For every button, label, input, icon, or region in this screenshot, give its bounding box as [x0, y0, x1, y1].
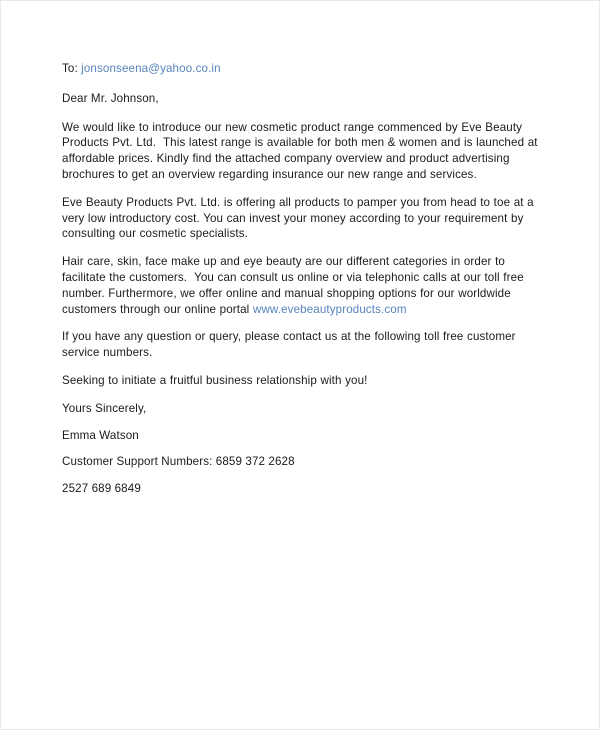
- recipient-line: [62, 61, 547, 77]
- spacer: [62, 470, 547, 481]
- paragraph-categories-text: Hair care, skin, face make up and eye beauty are our different categories in order to facilitate the customers. You can consult us online or via telephonic calls at our toll free number. Furthermore, we offer online and manual shopping options for our worldwide customers through our online portal: [62, 255, 528, 316]
- spacer: [62, 417, 547, 428]
- closing-salutation: Yours Sincerely,: [62, 401, 147, 415]
- recipient-email-link[interactable]: jonsonseena@yahoo.co.in: [81, 62, 221, 75]
- paragraph-contact: If you have any question or query, please contact us at the following toll free customer service numbers.: [62, 330, 520, 360]
- paragraph-closing-statement: Seeking to initiate a fruitful business relationship with you!: [62, 373, 368, 387]
- paragraph-offer: Eve Beauty Products Pvt. Ltd. is offering all products to pamper you from head to toe at a very low introductory cost. You can invest your money according to your requirement by consulting our cosmetic specialists.: [62, 195, 538, 241]
- support-numbers-secondary: 2527 689 6849: [62, 482, 141, 496]
- recipient-label: To:: [62, 62, 78, 75]
- signature-block: [62, 401, 547, 497]
- spacer: [62, 443, 547, 454]
- letter-body: [62, 61, 547, 497]
- sender-name: Emma Watson: [62, 428, 139, 442]
- support-numbers-primary: Customer Support Numbers: 6859 372 2628: [62, 455, 295, 469]
- paragraph-intro: We would like to introduce our new cosmetic product range commenced by Eve Beauty Products Pvt. Ltd. This latest range is available for both men & women and is launched at affordable prices. Kindly find the attached company overview and product advertising brochures to get an overview regarding insurance our new range and services.: [62, 120, 542, 181]
- salutation: Dear Mr. Johnson,: [62, 91, 159, 105]
- paragraph-categories: [62, 254, 547, 317]
- website-link[interactable]: www.evebeautyproducts.com: [252, 302, 407, 316]
